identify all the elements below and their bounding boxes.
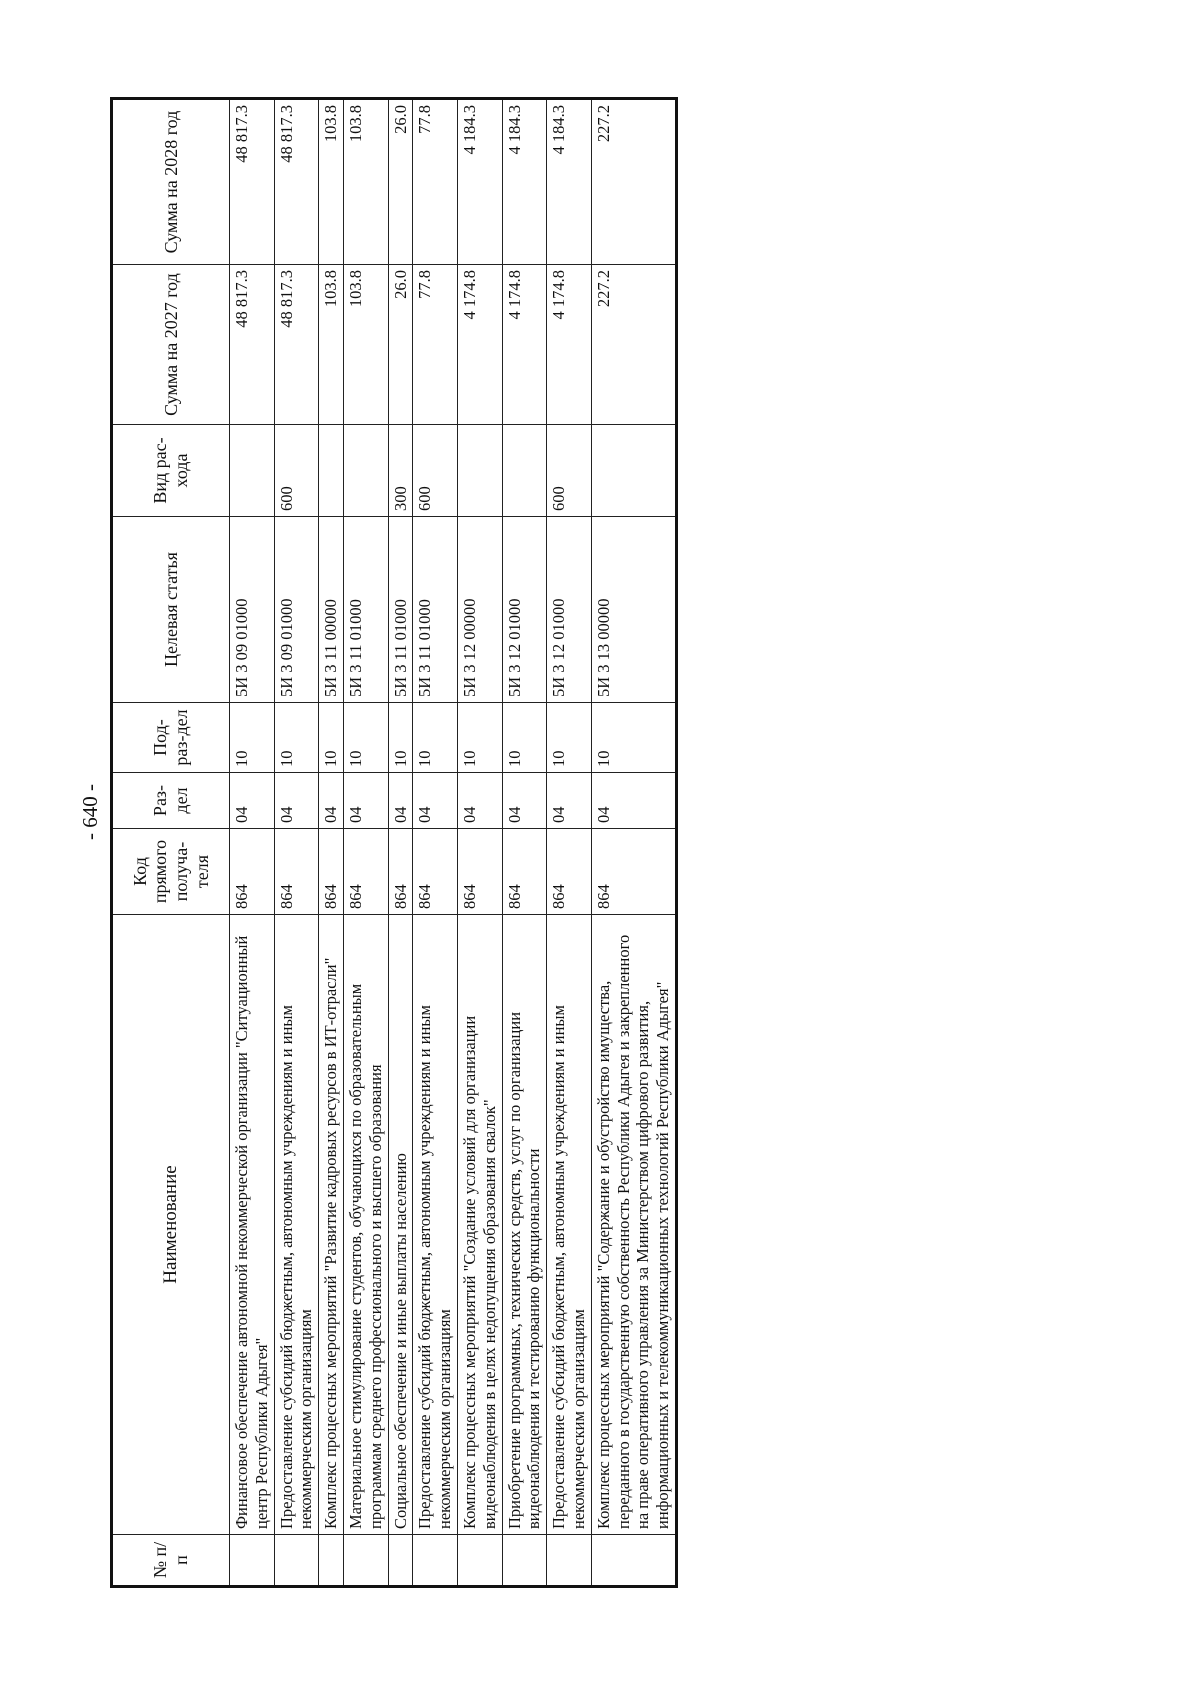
- table-row: [591, 99, 676, 1587]
- cell-sum-2028: 103.8: [319, 99, 344, 265]
- cell-vid: 600: [413, 425, 458, 517]
- cell-num: [343, 1535, 388, 1587]
- cell-sum-2028: 26.0: [388, 99, 413, 265]
- cell-name: Комплекс процессных мероприятий "Развитие кадровых ресурсов в ИТ-отрасли": [319, 915, 344, 1535]
- cell-code: 864: [502, 829, 547, 915]
- cell-num: [502, 1535, 547, 1587]
- cell-sum-2028: 4 184.3: [457, 99, 502, 265]
- cell-name: Приобретение программных, технических средств, услуг по организации видеонаблюдения и тестированию функциональности: [502, 915, 547, 1535]
- cell-vid: 300: [388, 425, 413, 517]
- cell-code: 864: [413, 829, 458, 915]
- cell-razd: 04: [457, 773, 502, 829]
- cell-razd: 04: [274, 773, 319, 829]
- cell-vid: [457, 425, 502, 517]
- table-row: [319, 99, 344, 1587]
- page-number: - 640 -: [78, 784, 102, 840]
- cell-vid: 600: [547, 425, 592, 517]
- cell-code: 864: [274, 829, 319, 915]
- header-name: Наименование: [112, 915, 230, 1535]
- cell-razd: 04: [413, 773, 458, 829]
- table-row: [230, 99, 275, 1587]
- cell-sum-2028: 103.8: [343, 99, 388, 265]
- cell-name: Предоставление субсидий бюджетным, автономным учреждениям и иным некоммерческим организациям: [547, 915, 592, 1535]
- cell-razd: 04: [343, 773, 388, 829]
- cell-sum-2027: 4 174.8: [547, 265, 592, 425]
- table-row: [502, 99, 547, 1587]
- cell-cel: 5И 3 12 01000: [502, 517, 547, 703]
- cell-cel: 5И 3 09 01000: [274, 517, 319, 703]
- cell-num: [274, 1535, 319, 1587]
- cell-razd: 04: [547, 773, 592, 829]
- cell-cel: 5И 3 12 01000: [547, 517, 592, 703]
- table-row: [388, 99, 413, 1587]
- cell-sum-2027: 227.2: [591, 265, 676, 425]
- cell-code: 864: [319, 829, 344, 915]
- header-num: № п/п: [112, 1535, 230, 1587]
- cell-cel: 5И 3 11 01000: [343, 517, 388, 703]
- cell-podr: 10: [343, 703, 388, 773]
- cell-num: [591, 1535, 676, 1587]
- table-row: [547, 99, 592, 1587]
- cell-name: Социальное обеспечение и иные выплаты населению: [388, 915, 413, 1535]
- cell-podr: 10: [502, 703, 547, 773]
- cell-sum-2027: 103.8: [319, 265, 344, 425]
- cell-vid: [502, 425, 547, 517]
- cell-podr: 10: [274, 703, 319, 773]
- cell-code: 864: [388, 829, 413, 915]
- cell-num: [388, 1535, 413, 1587]
- cell-sum-2028: 4 184.3: [547, 99, 592, 265]
- cell-name: Финансовое обеспечение автономной некоммерческой организации "Ситуационный центр Республики Адыгея": [230, 915, 275, 1535]
- cell-podr: 10: [547, 703, 592, 773]
- cell-cel: 5И 3 09 01000: [230, 517, 275, 703]
- cell-num: [547, 1535, 592, 1587]
- cell-podr: 10: [413, 703, 458, 773]
- cell-code: 864: [230, 829, 275, 915]
- cell-razd: 04: [388, 773, 413, 829]
- table-row: [343, 99, 388, 1587]
- cell-vid: [591, 425, 676, 517]
- cell-num: [413, 1535, 458, 1587]
- cell-num: [457, 1535, 502, 1587]
- cell-sum-2027: 77.8: [413, 265, 458, 425]
- cell-cel: 5И 3 11 01000: [413, 517, 458, 703]
- cell-podr: 10: [457, 703, 502, 773]
- cell-cel: 5И 3 11 01000: [388, 517, 413, 703]
- cell-num: [230, 1535, 275, 1587]
- header-code: Код прямого получа-теля: [112, 829, 230, 915]
- table-row: [457, 99, 502, 1587]
- cell-cel: 5И 3 11 00000: [319, 517, 344, 703]
- cell-name: Комплекс процессных мероприятий "Содержание и обустройство имущества, переданного в государственную собственность Республики Адыгея и закрепленного на праве оперативного управления за Министерством цифрового развития, информационных и телекоммуникационных технологий Республики Адыгея": [591, 915, 676, 1535]
- cell-cel: 5И 3 13 00000: [591, 517, 676, 703]
- cell-sum-2027: 26.0: [388, 265, 413, 425]
- header-sum-2028: Сумма на 2028 год: [112, 99, 230, 265]
- header-podr: Под-раз-дел: [112, 703, 230, 773]
- cell-vid: 600: [274, 425, 319, 517]
- cell-cel: 5И 3 12 00000: [457, 517, 502, 703]
- header-row: [112, 99, 230, 1587]
- cell-name: Материальное стимулирование студентов, обучающихся по образовательным программам среднего профессионального и высшего образования: [343, 915, 388, 1535]
- cell-sum-2028: 227.2: [591, 99, 676, 265]
- cell-name: Комплекс процессных мероприятий "Создание условий для организации видеонаблюдения в целях недопущения образования свалок": [457, 915, 502, 1535]
- cell-razd: 04: [502, 773, 547, 829]
- cell-vid: [343, 425, 388, 517]
- cell-vid: [319, 425, 344, 517]
- cell-sum-2027: 48 817.3: [274, 265, 319, 425]
- cell-razd: 04: [230, 773, 275, 829]
- cell-name: Предоставление субсидий бюджетным, автономным учреждениям и иным некоммерческим организациям: [413, 915, 458, 1535]
- cell-sum-2027: 103.8: [343, 265, 388, 425]
- table-row: [274, 99, 319, 1587]
- cell-name: Предоставление субсидий бюджетным, автономным учреждениям и иным некоммерческим организациям: [274, 915, 319, 1535]
- cell-razd: 04: [319, 773, 344, 829]
- cell-podr: 10: [388, 703, 413, 773]
- cell-sum-2027: 4 174.8: [457, 265, 502, 425]
- cell-razd: 04: [591, 773, 676, 829]
- cell-num: [319, 1535, 344, 1587]
- header-cel: Целевая статья: [112, 517, 230, 703]
- cell-vid: [230, 425, 275, 517]
- header-vid: Вид рас-хода: [112, 425, 230, 517]
- cell-code: 864: [591, 829, 676, 915]
- cell-podr: 10: [319, 703, 344, 773]
- cell-code: 864: [547, 829, 592, 915]
- cell-sum-2028: 48 817.3: [230, 99, 275, 265]
- cell-code: 864: [343, 829, 388, 915]
- header-razd: Раз-дел: [112, 773, 230, 829]
- cell-code: 864: [457, 829, 502, 915]
- cell-podr: 10: [591, 703, 676, 773]
- budget-table: [110, 97, 678, 1588]
- cell-sum-2027: 48 817.3: [230, 265, 275, 425]
- table-row: [413, 99, 458, 1587]
- cell-sum-2028: 4 184.3: [502, 99, 547, 265]
- cell-sum-2027: 4 174.8: [502, 265, 547, 425]
- rotated-table-wrapper: [110, 100, 678, 1588]
- cell-sum-2028: 48 817.3: [274, 99, 319, 265]
- header-sum-2027: Сумма на 2027 год: [112, 265, 230, 425]
- cell-podr: 10: [230, 703, 275, 773]
- cell-sum-2028: 77.8: [413, 99, 458, 265]
